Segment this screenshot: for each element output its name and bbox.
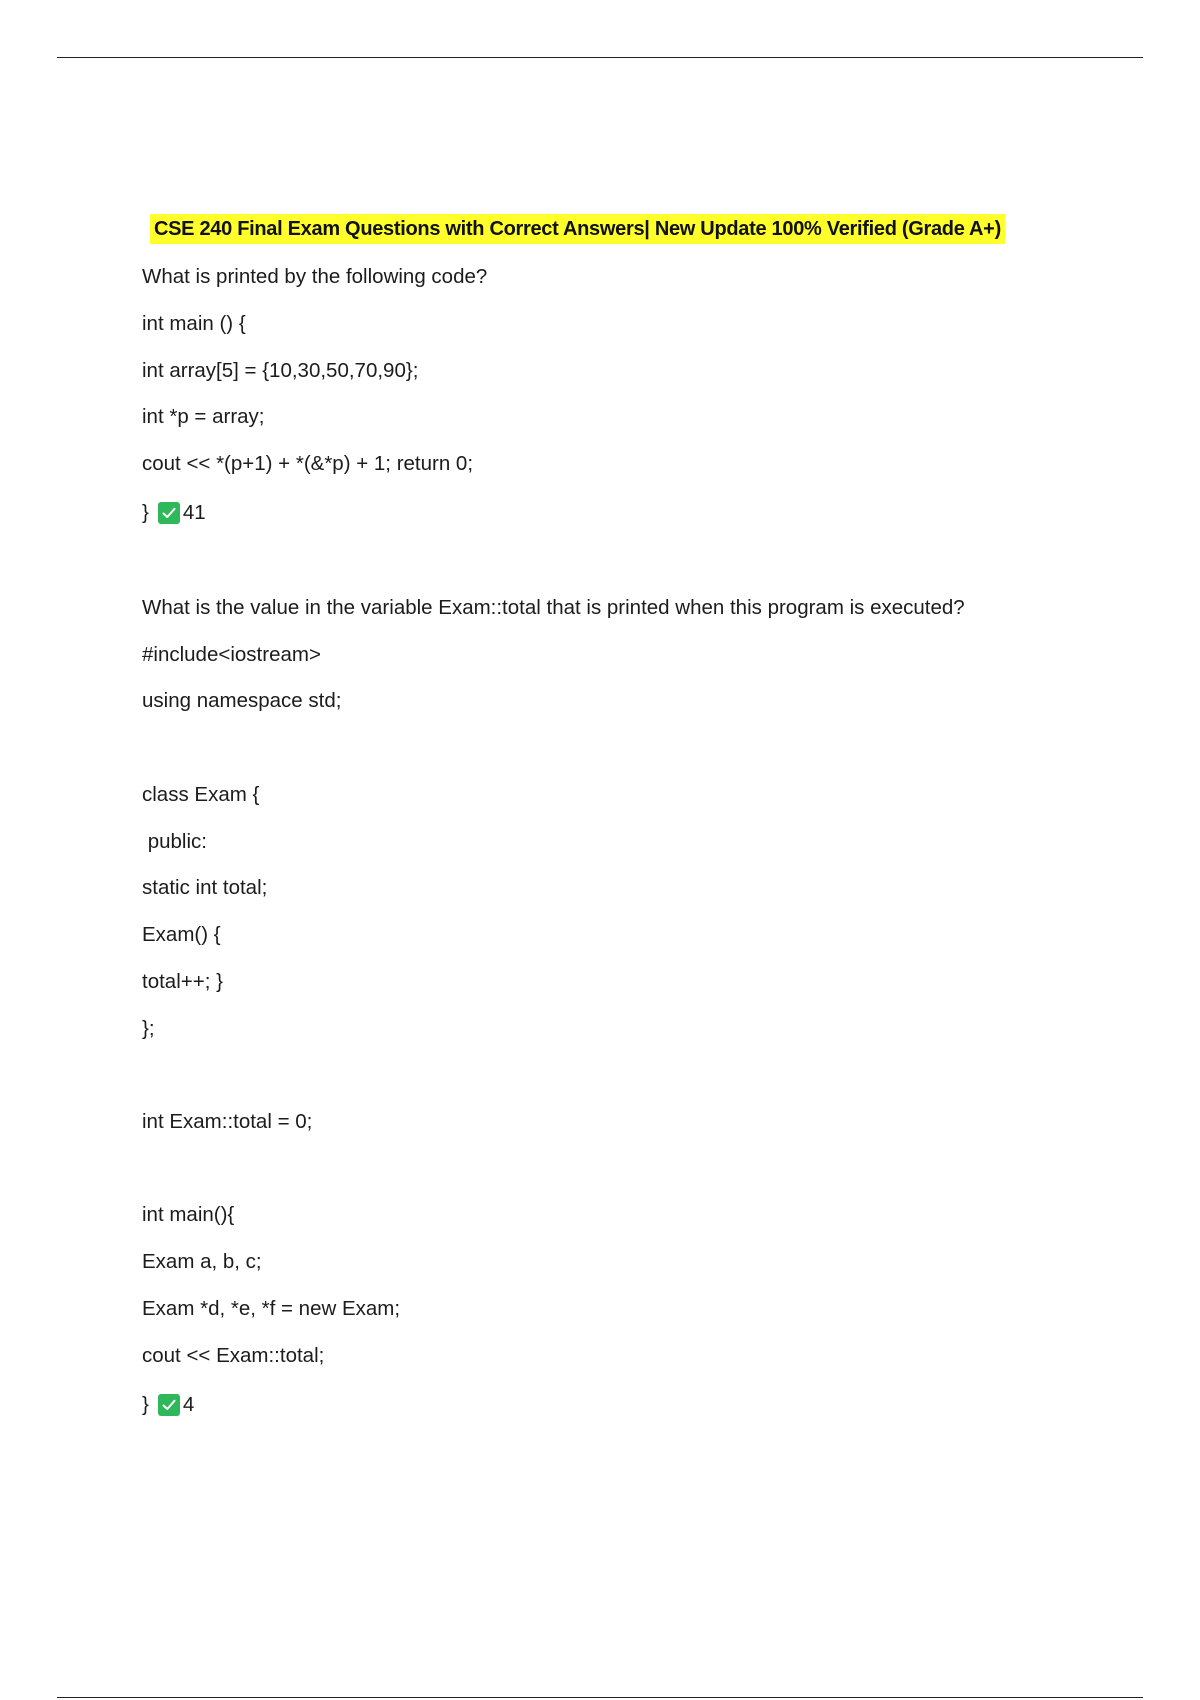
question-2-code-line: class Exam { (142, 783, 260, 806)
question-1-prompt: What is printed by the following code? (142, 265, 488, 288)
question-2-code-line: total++; } (142, 970, 223, 993)
header-rule (57, 57, 1143, 58)
question-2-code-line: int main(){ (142, 1203, 235, 1226)
question-2-code-line: cout << Exam::total; (142, 1344, 325, 1367)
question-2-closing-brace: } (142, 1393, 149, 1416)
document-title: CSE 240 Final Exam Questions with Correct Answers| New Update 100% Verified (Grade A+) (150, 214, 1005, 244)
question-1-code-line: int main () { (142, 312, 246, 335)
question-2-answer: 4 (182, 1393, 195, 1416)
question-2-code-line: #include<iostream> (142, 643, 321, 666)
question-2-answer-row (142, 1392, 194, 1418)
question-1-closing-brace: } (142, 501, 149, 524)
question-2-code-line: }; (142, 1017, 155, 1040)
check-mark-icon (158, 1394, 180, 1416)
question-1-code-line: int array[5] = {10,30,50,70,90}; (142, 359, 419, 382)
footer-rule (57, 1697, 1143, 1698)
question-1-answer: 41 (182, 501, 206, 524)
question-1-code-line: int *p = array; (142, 405, 265, 428)
question-2-code-line: Exam() { (142, 923, 221, 946)
question-2-code-line: int Exam::total = 0; (142, 1110, 313, 1133)
question-1-code-line: cout << *(p+1) + *(&*p) + 1; return 0; (142, 452, 474, 475)
question-1-answer-row (142, 500, 206, 526)
question-2-code-line: Exam a, b, c; (142, 1250, 262, 1273)
question-2-code-line: Exam *d, *e, *f = new Exam; (142, 1297, 401, 1320)
question-2-code-line: using namespace std; (142, 689, 342, 712)
check-mark-icon (158, 502, 180, 524)
question-2-prompt: What is the value in the variable Exam::total that is printed when this program is executed? (142, 596, 965, 619)
question-2-code-line: static int total; (142, 876, 268, 899)
question-2-code-line: public: (142, 830, 207, 853)
